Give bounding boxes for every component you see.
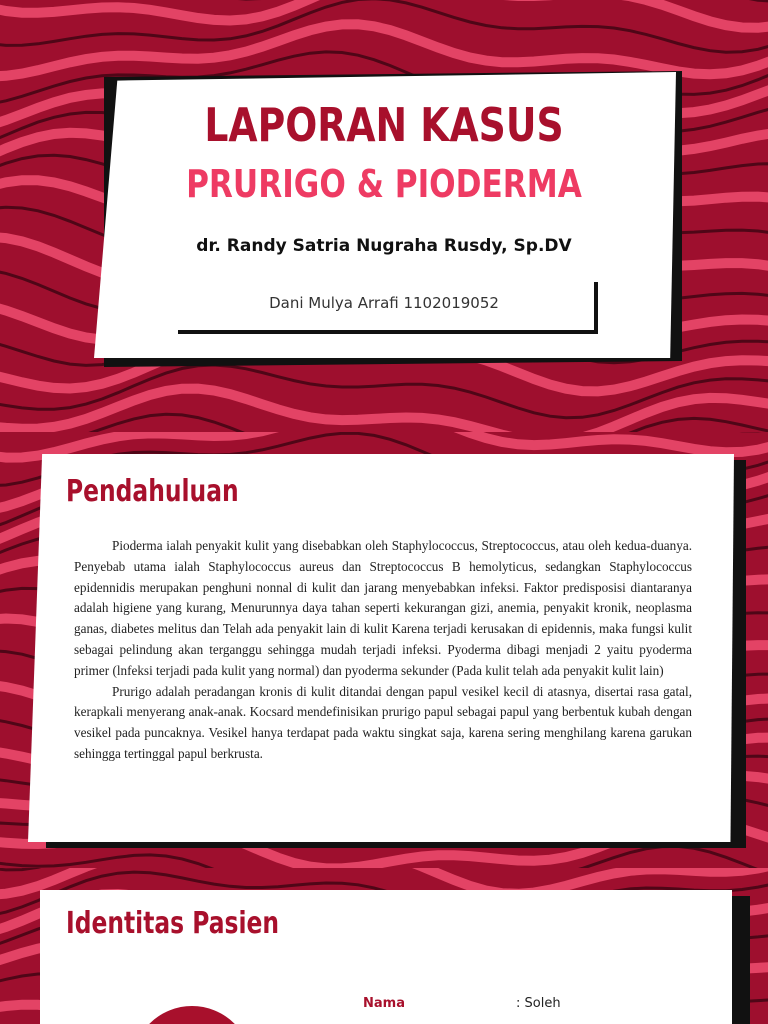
supervisor-name: dr. Randy Satria Nugraha Rusdy, Sp.DV	[196, 236, 572, 256]
intro-slide	[0, 432, 768, 868]
field-value-nama: : Soleh	[516, 996, 561, 1011]
box-underline	[178, 330, 598, 334]
identity-slide	[0, 868, 768, 1024]
field-label-nama: Nama	[363, 996, 405, 1011]
intro-paragraph: Pioderma ialah penyakit kulit yang disebabkan oleh Staphylococcus, Streptococcus, atau oleh kedua-duanya. Penyebab utama ialah Staphylococcus aureus dan Streptococcus B hemolyticus, sedangkan Staphylococcus epidennidis merupakan penghuni nonnal di kulit dan jarang menyebabkan infeksi. Faktor predisposisi diantaranya adalah higiene yang kurang, Menurunnya daya tahan seperti kekurangan gizi, anemia, penyakit kronik, neoplasma ganas, diabetes melitus dan Telah ada penyakit lain di kulit Karena terjadi kerusakan di epidennis, maka fungsi kulit sebagai pelindung akan terganggu sehingga mudah terjadi infeksi. Pyoderma dibagi menjadi 2 yaitu pyoderma primer (lnfeksi terjadi pada kulit yang normal) dan pyoderma sekunder (Pada kulit telah ada penyakit kulit lain)	[74, 538, 692, 678]
student-box	[178, 282, 598, 334]
intro-heading: Pendahuluan	[66, 474, 239, 509]
cover-subtitle: PRURIGO & PIODERMA	[186, 162, 582, 206]
identity-heading: Identitas Pasien	[66, 906, 280, 941]
intro-paragraph: Prurigo adalah peradangan kronis di kulit ditandai dengan papul vesikel kecil di atasnya, disertai rasa gatal, kerapkali menyerang anak-anak. Kocsard mendefinisikan prurigo papul sebagai papul yang berbentuk kubah dengan vesikel pada puncaknya. Vesikel hanya terdapat pada waktu singkat saja, karena sering menghilang karena garukan sehingga tertinggal papul berkrusta.	[74, 683, 692, 761]
cover-slide	[0, 0, 768, 432]
box-rightline	[594, 282, 598, 334]
cover-title: LAPORAN KASUS	[204, 98, 564, 152]
intro-body	[74, 536, 692, 765]
student-name: Dani Mulya Arrafi 1102019052	[269, 294, 499, 312]
